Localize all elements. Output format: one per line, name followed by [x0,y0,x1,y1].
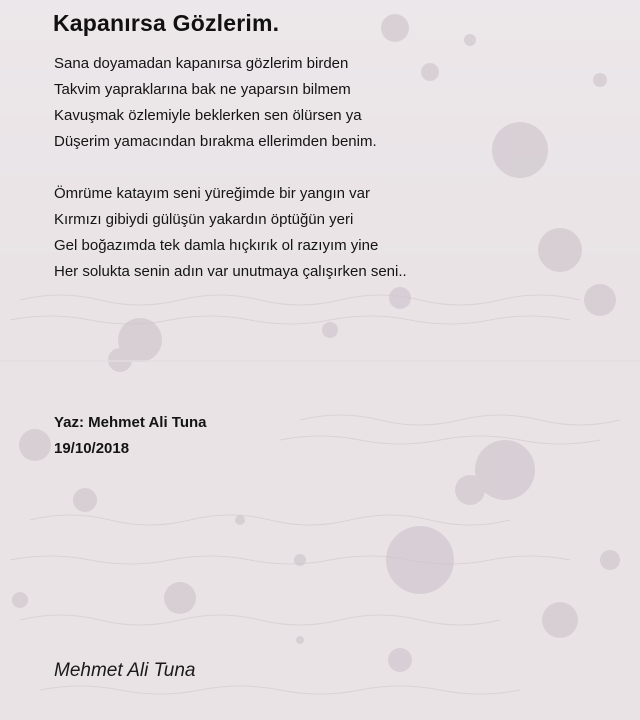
poem-stanza-1 [54,51,377,155]
author-line: Yaz: Mehmet Ali Tuna [54,414,207,431]
poem-line: Kırmızı gibiydi gülüşün yakardın öptüğün yeri [54,211,354,228]
poem-title: Kapanırsa Gözlerim. [53,10,280,36]
poem-line: Gel boğazımda tek damla hıçkırık ol razıyım yine [54,237,379,254]
poem-line: Her solukta senin adın var unutmaya çalışırken seni.. [54,263,407,280]
poem-line: Takvim yapraklarına bak ne yaparsın bilmem [54,81,351,98]
poem-line: Sana doyamadan kapanırsa gözlerim birden [54,55,349,72]
poem-line: Düşerim yamacından bırakma ellerimden benim. [54,133,377,150]
poem-stanza-2 [54,181,407,285]
poem-line: Kavuşmak özlemiyle beklerken sen ölürsen ya [54,107,362,124]
poem-line: Ömrüme katayım seni yüreğimde bir yangın var [54,185,370,202]
poem-date: 19/10/2018 [54,440,130,457]
author-signature: Mehmet Ali Tuna [54,660,196,681]
